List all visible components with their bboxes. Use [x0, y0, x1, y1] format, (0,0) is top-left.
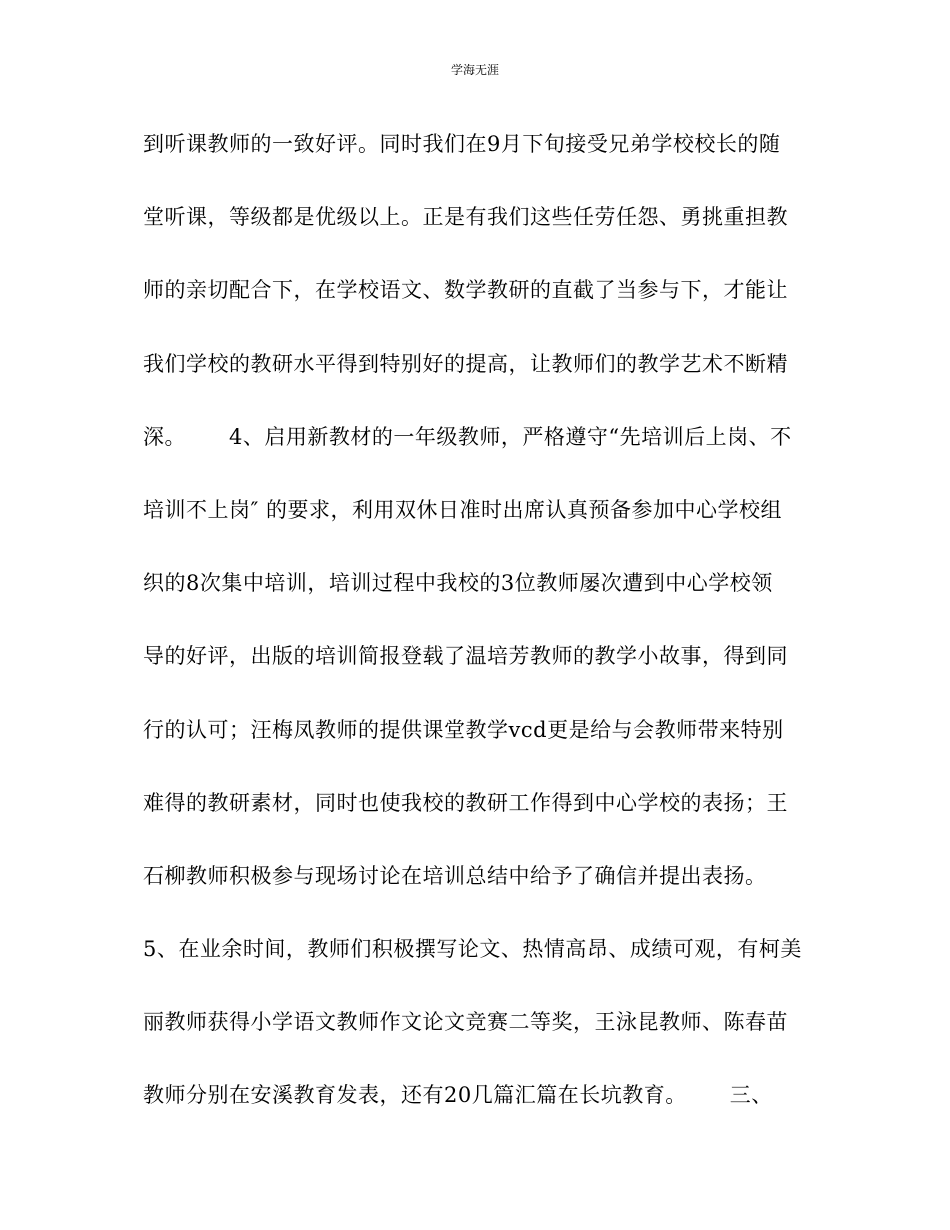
text-line: 深。 4、启用新教材的一年级教师，严格遵守“先培训后上岗、不 [143, 424, 792, 449]
page-header: 学海无涯 [450, 63, 499, 77]
text-line: 我们学校的教研水平得到特别好的提高，让教师们的教学艺术不断精 [143, 351, 788, 376]
text-line: 培训不上岗″ 的要求，利用双休日准时出席认真预备参加中心学校组 [143, 497, 783, 522]
text-line: 难得的教研素材，同时也使我校的教研工作得到中心学校的表扬；王 [143, 790, 788, 815]
text-line: 师的亲切配合下，在学校语文、数学教研的直截了当参与下，才能让 [143, 278, 788, 303]
document-body [143, 120, 823, 1145]
text-line: 到听课教师的一致好评。同时我们在9月下旬接受兄弟学校校长的随 [143, 132, 781, 156]
text-line: 丽教师获得小学语文教师作文论文竞赛二等奖，王泳昆教师、陈春苗 [143, 1010, 788, 1035]
text-line: 5、在业余时间，教师们积极撰写论文、热情高昂、成绩可观，有柯美 [143, 937, 802, 962]
text-line: 织的8次集中培训，培训过程中我校的3位教师屡次遭到中心学校领 [143, 571, 773, 596]
text-line: 教师分别在安溪教育发表，还有20几篇汇篇在长坑教育。 三、 [143, 1083, 773, 1108]
text-line: 石柳教师积极参与现场讨论在培训总结中给予了确信并提出表扬。 [143, 863, 767, 888]
text-line: 堂听课，等级都是优级以上。正是有我们这些任劳任怨、勇挑重担教 [143, 205, 788, 230]
text-line: 行的认可；汪梅凤教师的提供课堂教学vcd更是给与会教师带来特别 [143, 717, 784, 742]
text-line: 导的好评，出版的培训简报登载了温培芳教师的教学小故事，得到同 [143, 644, 788, 669]
